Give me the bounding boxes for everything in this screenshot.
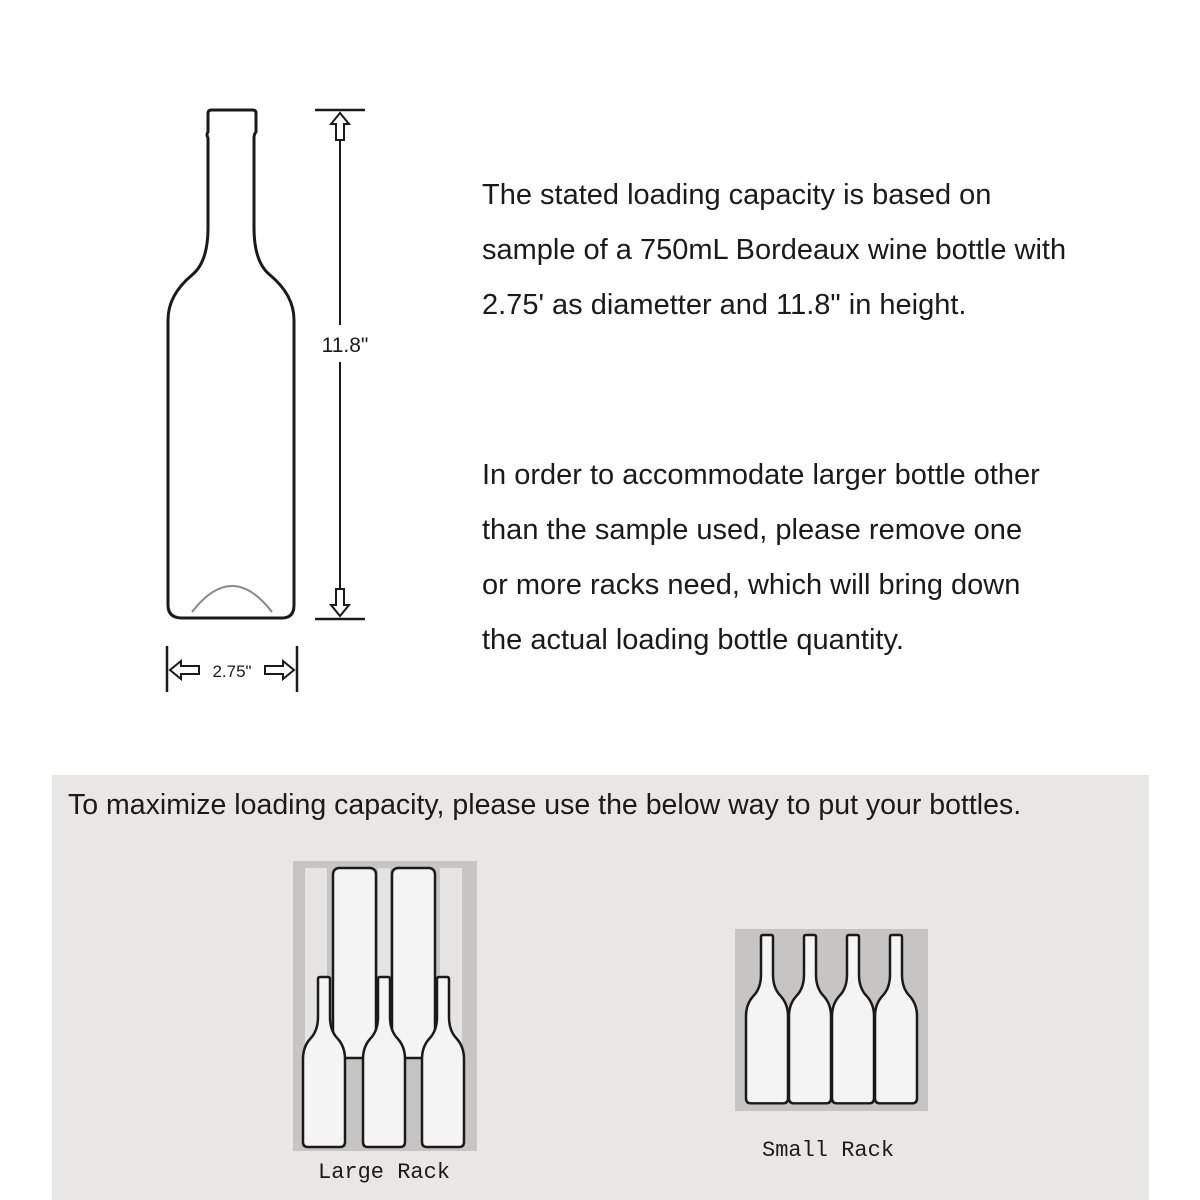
upright-bottle-left xyxy=(333,868,376,1058)
small-rack-diagram xyxy=(735,929,928,1111)
loading-instructions-heading: To maximize loading capacity, please use the below way to put your bottles. xyxy=(68,789,1022,821)
accommodate-note-line: the actual loading bottle quantity. xyxy=(482,624,904,656)
diameter-label: 2.75" xyxy=(212,662,252,681)
small-rack-label: Small Rack xyxy=(762,1138,895,1163)
large-rack-label: Large Rack xyxy=(318,1160,451,1185)
accommodate-note-line: In order to accommodate larger bottle other xyxy=(482,459,1040,491)
accommodate-note-line: or more racks need, which will bring down xyxy=(482,569,1021,601)
capacity-note-line: The stated loading capacity is based on xyxy=(482,179,992,211)
capacity-note-line: sample of a 750mL Bordeaux wine bottle with xyxy=(482,234,1067,266)
upright-bottle-right xyxy=(392,868,435,1058)
accommodate-note-line: than the sample used, please remove one xyxy=(482,514,1023,546)
height-label: 11.8" xyxy=(321,334,369,357)
large-rack-diagram xyxy=(293,861,477,1151)
capacity-note-line: 2.75' as diametter and 11.8" in height. xyxy=(482,289,967,321)
